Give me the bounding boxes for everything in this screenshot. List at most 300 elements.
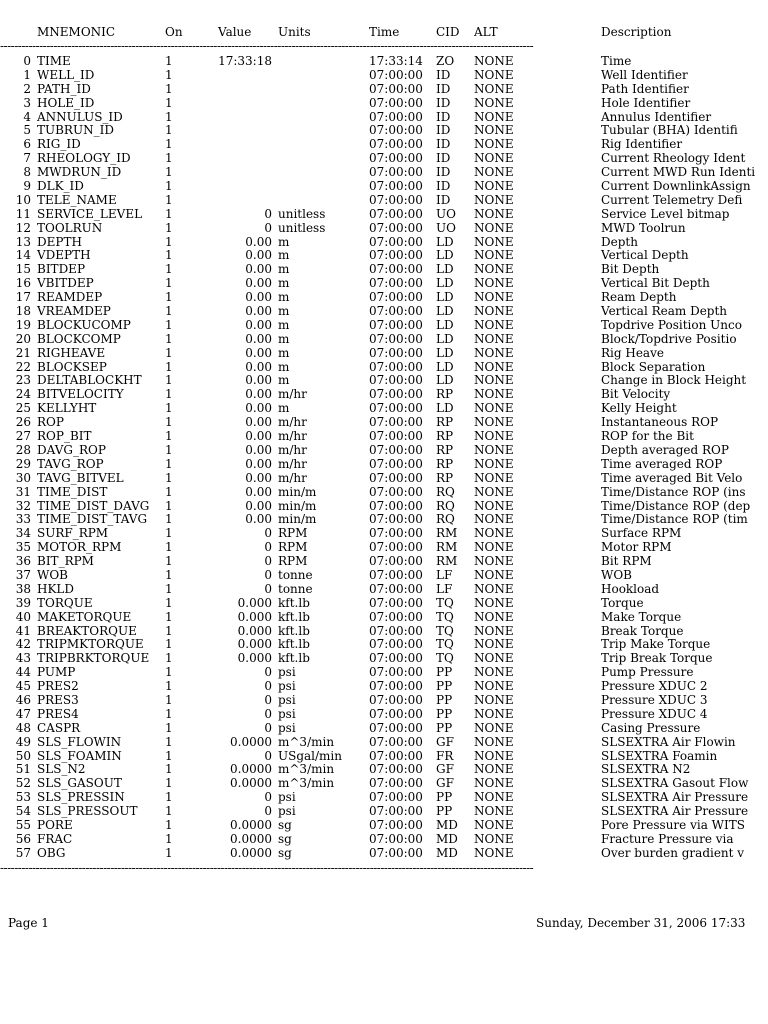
value-cell: 0 (264, 665, 272, 680)
description-cell: Topdrive Position Unco (601, 317, 742, 332)
value-cell: 0.00 (245, 262, 272, 277)
table-row (0, 776, 768, 790)
units-cell: RPM (278, 554, 308, 569)
table-row (0, 123, 768, 137)
value-cell: 0 (264, 720, 272, 735)
cid-cell: ID (436, 109, 451, 124)
header-description: Description (601, 25, 672, 39)
time-cell: 07:00:00 (369, 387, 423, 402)
bottom-separator: ------------------------------------------------------------------------------------------------------------------------------------------------------ (0, 862, 534, 874)
data-table (0, 54, 768, 860)
units-cell: psi (278, 679, 296, 694)
table-row (0, 818, 768, 832)
mnemonic-cell: DEPTH (37, 234, 82, 249)
time-cell: 07:00:00 (369, 692, 423, 707)
cid-cell: ID (436, 179, 451, 194)
table-row (0, 762, 768, 776)
units-cell: m/hr (278, 470, 307, 485)
description-cell: Bit Depth (601, 262, 660, 277)
value-cell: 0.0000 (230, 734, 272, 749)
table-row (0, 721, 768, 735)
row-number: 57 (15, 845, 31, 860)
alt-cell: NONE (474, 804, 514, 819)
cid-cell: TQ (436, 651, 454, 666)
on-cell: 1 (165, 734, 173, 749)
value-cell: 0 (264, 567, 272, 582)
table-row (0, 429, 768, 443)
cid-cell: RQ (436, 512, 455, 527)
cid-cell: RP (436, 456, 454, 471)
row-number: 27 (15, 429, 31, 444)
on-cell: 1 (165, 262, 173, 277)
cid-cell: PP (436, 804, 453, 819)
alt-cell: NONE (474, 609, 514, 624)
table-row (0, 582, 768, 596)
alt-cell: NONE (474, 831, 514, 846)
description-cell: SLSEXTRA Air Pressure (601, 790, 749, 805)
description-cell: Casing Pressure (601, 720, 701, 735)
description-cell: Annulus Identifier (601, 109, 712, 124)
cid-cell: PP (436, 692, 453, 707)
table-row (0, 540, 768, 554)
row-number: 24 (15, 387, 31, 402)
description-cell: Bit RPM (601, 554, 652, 569)
row-number: 26 (15, 415, 31, 430)
table-row (0, 151, 768, 165)
on-cell: 1 (165, 95, 173, 110)
row-number: 5 (23, 123, 31, 138)
value-cell: 0.00 (245, 470, 272, 485)
row-number: 43 (15, 651, 31, 666)
time-cell: 07:00:00 (369, 359, 423, 374)
value-cell: 0 (264, 220, 272, 235)
units-cell: psi (278, 720, 296, 735)
alt-cell: NONE (474, 817, 514, 832)
cid-cell: UO (436, 206, 456, 221)
mnemonic-cell: BREAKTORQUE (37, 623, 137, 638)
mnemonic-cell: SLS_PRESSIN (37, 790, 125, 805)
table-row (0, 499, 768, 513)
description-cell: Pressure XDUC 3 (601, 692, 708, 707)
on-cell: 1 (165, 345, 173, 360)
mnemonic-cell: MWDRUN_ID (37, 165, 122, 180)
value-cell: 0.00 (245, 248, 272, 263)
alt-cell: NONE (474, 554, 514, 569)
alt-cell: NONE (474, 359, 514, 374)
row-number: 18 (15, 304, 31, 319)
mnemonic-cell: PUMP (37, 665, 76, 680)
on-cell: 1 (165, 804, 173, 819)
row-number: 47 (15, 706, 31, 721)
mnemonic-cell: PATH_ID (37, 81, 91, 96)
on-cell: 1 (165, 206, 173, 221)
cid-cell: MD (436, 817, 458, 832)
row-number: 14 (15, 248, 31, 263)
time-cell: 07:00:00 (369, 776, 423, 791)
cid-cell: ID (436, 192, 451, 207)
time-cell: 07:00:00 (369, 415, 423, 430)
table-row (0, 526, 768, 540)
row-number: 52 (15, 776, 31, 791)
table-row (0, 471, 768, 485)
table-row (0, 512, 768, 526)
time-cell: 07:00:00 (369, 651, 423, 666)
alt-cell: NONE (474, 401, 514, 416)
description-cell: Current DownlinkAssign (601, 179, 751, 194)
row-number: 55 (15, 817, 31, 832)
mnemonic-cell: BLOCKCOMP (37, 331, 121, 346)
time-cell: 07:00:00 (369, 484, 423, 499)
mnemonic-cell: SERVICE_LEVEL (37, 206, 143, 221)
row-number: 1 (23, 67, 31, 82)
description-cell: Change in Block Height (601, 373, 747, 388)
table-row (0, 318, 768, 332)
time-cell: 07:00:00 (369, 554, 423, 569)
time-cell: 07:00:00 (369, 401, 423, 416)
on-cell: 1 (165, 81, 173, 96)
row-number: 23 (15, 373, 31, 388)
cid-cell: RP (436, 415, 454, 430)
value-cell: 0.00 (245, 401, 272, 416)
mnemonic-cell: HOLE_ID (37, 95, 95, 110)
row-number: 36 (15, 554, 31, 569)
mnemonic-cell: SLS_N2 (37, 762, 86, 777)
description-cell: SLSEXTRA Air Flowin (601, 734, 736, 749)
value-cell: 0.00 (245, 317, 272, 332)
mnemonic-cell: WOB (37, 567, 68, 582)
on-cell: 1 (165, 595, 173, 610)
time-cell: 07:00:00 (369, 429, 423, 444)
on-cell: 1 (165, 220, 173, 235)
cid-cell: RQ (436, 484, 455, 499)
mnemonic-cell: TAVG_ROP (37, 456, 104, 471)
time-cell: 07:00:00 (369, 137, 423, 152)
description-cell: Hole Identifier (601, 95, 691, 110)
time-cell: 07:00:00 (369, 817, 423, 832)
table-row (0, 290, 768, 304)
alt-cell: NONE (474, 651, 514, 666)
value-cell: 0.000 (237, 609, 272, 624)
time-cell: 07:00:00 (369, 109, 423, 124)
on-cell: 1 (165, 567, 173, 582)
time-cell: 07:00:00 (369, 317, 423, 332)
page-footer (0, 916, 768, 932)
mnemonic-cell: TRIPMKTORQUE (37, 637, 144, 652)
table-row (0, 387, 768, 401)
cid-cell: RQ (436, 498, 455, 513)
units-cell: kft.lb (278, 609, 310, 624)
cid-cell: RP (436, 387, 454, 402)
alt-cell: NONE (474, 498, 514, 513)
alt-cell: NONE (474, 54, 514, 68)
time-cell: 07:00:00 (369, 206, 423, 221)
row-number: 21 (15, 345, 31, 360)
value-cell: 0 (264, 804, 272, 819)
value-cell: 0.00 (245, 359, 272, 374)
units-cell: USgal/min (278, 748, 342, 763)
value-cell: 0.00 (245, 304, 272, 319)
row-number: 53 (15, 790, 31, 805)
table-row (0, 804, 768, 818)
mnemonic-cell: VBITDEP (37, 276, 94, 291)
alt-cell: NONE (474, 581, 514, 596)
time-cell: 07:00:00 (369, 623, 423, 638)
row-number: 38 (15, 581, 31, 596)
time-cell: 07:00:00 (369, 331, 423, 346)
table-row (0, 846, 768, 860)
time-cell: 07:00:00 (369, 512, 423, 527)
on-cell: 1 (165, 762, 173, 777)
table-row (0, 665, 768, 679)
on-cell: 1 (165, 456, 173, 471)
table-row (0, 373, 768, 387)
value-cell: 0 (264, 206, 272, 221)
alt-cell: NONE (474, 456, 514, 471)
on-cell: 1 (165, 526, 173, 541)
mnemonic-cell: TOOLRUN (37, 220, 103, 235)
units-cell: kft.lb (278, 623, 310, 638)
cid-cell: RM (436, 554, 458, 569)
cid-cell: ZO (436, 54, 455, 68)
description-cell: Over burden gradient v (601, 845, 745, 860)
cid-cell: RM (436, 540, 458, 555)
table-row (0, 637, 768, 651)
units-cell: tonne (278, 581, 313, 596)
description-cell: Depth (601, 234, 638, 249)
value-cell: 0.0000 (230, 776, 272, 791)
on-cell: 1 (165, 748, 173, 763)
units-cell: psi (278, 692, 296, 707)
value-cell: 0 (264, 554, 272, 569)
description-cell: Ream Depth (601, 290, 677, 305)
alt-cell: NONE (474, 387, 514, 402)
table-row (0, 735, 768, 749)
description-cell: Surface RPM (601, 526, 682, 541)
alt-cell: NONE (474, 790, 514, 805)
mnemonic-cell: TIME (37, 54, 71, 68)
cid-cell: UO (436, 220, 456, 235)
table-row (0, 207, 768, 221)
row-number: 32 (15, 498, 31, 513)
table-row (0, 610, 768, 624)
cid-cell: ID (436, 67, 451, 82)
time-cell: 07:00:00 (369, 804, 423, 819)
table-row (0, 248, 768, 262)
alt-cell: NONE (474, 442, 514, 457)
table-row (0, 235, 768, 249)
time-cell: 07:00:00 (369, 581, 423, 596)
row-number: 30 (15, 470, 31, 485)
time-cell: 07:00:00 (369, 720, 423, 735)
cid-cell: LF (436, 567, 453, 582)
on-cell: 1 (165, 304, 173, 319)
row-number: 9 (23, 179, 31, 194)
table-row (0, 332, 768, 346)
mnemonic-cell: BLOCKSEP (37, 359, 107, 374)
alt-cell: NONE (474, 845, 514, 860)
time-cell: 07:00:00 (369, 248, 423, 263)
alt-cell: NONE (474, 748, 514, 763)
description-cell: Instantaneous ROP (601, 415, 719, 430)
mnemonic-cell: DAVG_ROP (37, 442, 106, 457)
row-number: 50 (15, 748, 31, 763)
alt-cell: NONE (474, 95, 514, 110)
table-row (0, 262, 768, 276)
cid-cell: ID (436, 95, 451, 110)
description-cell: Time averaged ROP (601, 456, 723, 471)
header-time: Time (369, 25, 400, 39)
table-row (0, 749, 768, 763)
cid-cell: TQ (436, 637, 454, 652)
units-cell: m/hr (278, 415, 307, 430)
alt-cell: NONE (474, 276, 514, 291)
on-cell: 1 (165, 498, 173, 513)
mnemonic-cell: SLS_GASOUT (37, 776, 122, 791)
time-cell: 07:00:00 (369, 748, 423, 763)
alt-cell: NONE (474, 234, 514, 249)
row-number: 17 (15, 290, 31, 305)
table-row (0, 221, 768, 235)
alt-cell: NONE (474, 331, 514, 346)
row-number: 35 (15, 540, 31, 555)
mnemonic-cell: SLS_FOAMIN (37, 748, 122, 763)
table-row (0, 401, 768, 415)
alt-cell: NONE (474, 512, 514, 527)
alt-cell: NONE (474, 123, 514, 138)
on-cell: 1 (165, 234, 173, 249)
on-cell: 1 (165, 637, 173, 652)
description-cell: Time averaged Bit Velo (601, 470, 743, 485)
on-cell: 1 (165, 331, 173, 346)
value-cell: 0.00 (245, 276, 272, 291)
row-number: 15 (15, 262, 31, 277)
alt-cell: NONE (474, 67, 514, 82)
description-cell: Well Identifier (601, 67, 688, 82)
units-cell: kft.lb (278, 637, 310, 652)
alt-cell: NONE (474, 290, 514, 305)
alt-cell: NONE (474, 373, 514, 388)
description-cell: Pressure XDUC 4 (601, 706, 708, 721)
description-cell: Time/Distance ROP (ins (601, 484, 746, 499)
cid-cell: PP (436, 706, 453, 721)
time-cell: 07:00:00 (369, 290, 423, 305)
cid-cell: LD (436, 331, 454, 346)
value-cell: 0.00 (245, 429, 272, 444)
table-row (0, 179, 768, 193)
value-cell: 0.00 (245, 331, 272, 346)
header-mnemonic: MNEMONIC (37, 25, 116, 39)
value-cell: 0.0000 (230, 762, 272, 777)
time-cell: 07:00:00 (369, 637, 423, 652)
mnemonic-cell: FRAC (37, 831, 73, 846)
row-number: 3 (23, 95, 31, 110)
value-cell: 0.0000 (230, 831, 272, 846)
cid-cell: LD (436, 234, 454, 249)
description-cell: Kelly Height (601, 401, 677, 416)
alt-cell: NONE (474, 415, 514, 430)
alt-cell: NONE (474, 734, 514, 749)
alt-cell: NONE (474, 470, 514, 485)
row-number: 44 (15, 665, 31, 680)
value-cell: 0.00 (245, 498, 272, 513)
value-cell: 0.000 (237, 623, 272, 638)
units-cell: m/hr (278, 456, 307, 471)
description-cell: Pressure XDUC 2 (601, 679, 708, 694)
mnemonic-cell: TELE_NAME (37, 192, 117, 207)
on-cell: 1 (165, 429, 173, 444)
alt-cell: NONE (474, 220, 514, 235)
units-cell: psi (278, 804, 296, 819)
mnemonic-cell: RHEOLOGY_ID (37, 151, 131, 166)
cid-cell: ID (436, 137, 451, 152)
value-cell: 0.00 (245, 484, 272, 499)
cid-cell: LD (436, 317, 454, 332)
alt-cell: NONE (474, 151, 514, 166)
cid-cell: LD (436, 248, 454, 263)
description-cell: SLSEXTRA Air Pressure (601, 804, 749, 819)
row-number: 33 (15, 512, 31, 527)
time-cell: 07:00:00 (369, 165, 423, 180)
column-header-row (0, 25, 768, 39)
value-cell: 0.00 (245, 456, 272, 471)
value-cell: 0 (264, 706, 272, 721)
time-cell: 17:33:14 (369, 54, 423, 68)
alt-cell: NONE (474, 165, 514, 180)
value-cell: 0.00 (245, 290, 272, 305)
header-cid: CID (436, 25, 460, 39)
time-cell: 07:00:00 (369, 262, 423, 277)
row-number: 7 (23, 151, 31, 166)
time-cell: 07:00:00 (369, 220, 423, 235)
table-row (0, 651, 768, 665)
mnemonic-cell: ROP_BIT (37, 429, 92, 444)
table-row (0, 457, 768, 471)
alt-cell: NONE (474, 692, 514, 707)
mnemonic-cell: CASPR (37, 720, 81, 735)
alt-cell: NONE (474, 720, 514, 735)
cid-cell: TQ (436, 623, 454, 638)
alt-cell: NONE (474, 179, 514, 194)
table-row (0, 415, 768, 429)
on-cell: 1 (165, 817, 173, 832)
alt-cell: NONE (474, 429, 514, 444)
time-cell: 07:00:00 (369, 790, 423, 805)
time-cell: 07:00:00 (369, 123, 423, 138)
mnemonic-cell: VREAMDEP (37, 304, 111, 319)
table-row (0, 596, 768, 610)
on-cell: 1 (165, 165, 173, 180)
table-row (0, 707, 768, 721)
time-cell: 07:00:00 (369, 304, 423, 319)
units-cell: m/hr (278, 387, 307, 402)
description-cell: Block Separation (601, 359, 706, 374)
row-number: 10 (15, 192, 31, 207)
description-cell: Block/Topdrive Positio (601, 331, 737, 346)
mnemonic-cell: PORE (37, 817, 73, 832)
units-cell: sg (278, 817, 292, 832)
time-cell: 07:00:00 (369, 276, 423, 291)
description-cell: Time/Distance ROP (dep (601, 498, 751, 513)
cid-cell: MD (436, 831, 458, 846)
mnemonic-cell: RIGHEAVE (37, 345, 106, 360)
on-cell: 1 (165, 317, 173, 332)
top-separator: ------------------------------------------------------------------------------------------------------------------------------------------------------ (0, 40, 534, 52)
table-row (0, 304, 768, 318)
cid-cell: LD (436, 401, 454, 416)
description-cell: WOB (601, 567, 632, 582)
row-number: 42 (15, 637, 31, 652)
description-cell: Pore Pressure via WITS (601, 817, 745, 832)
